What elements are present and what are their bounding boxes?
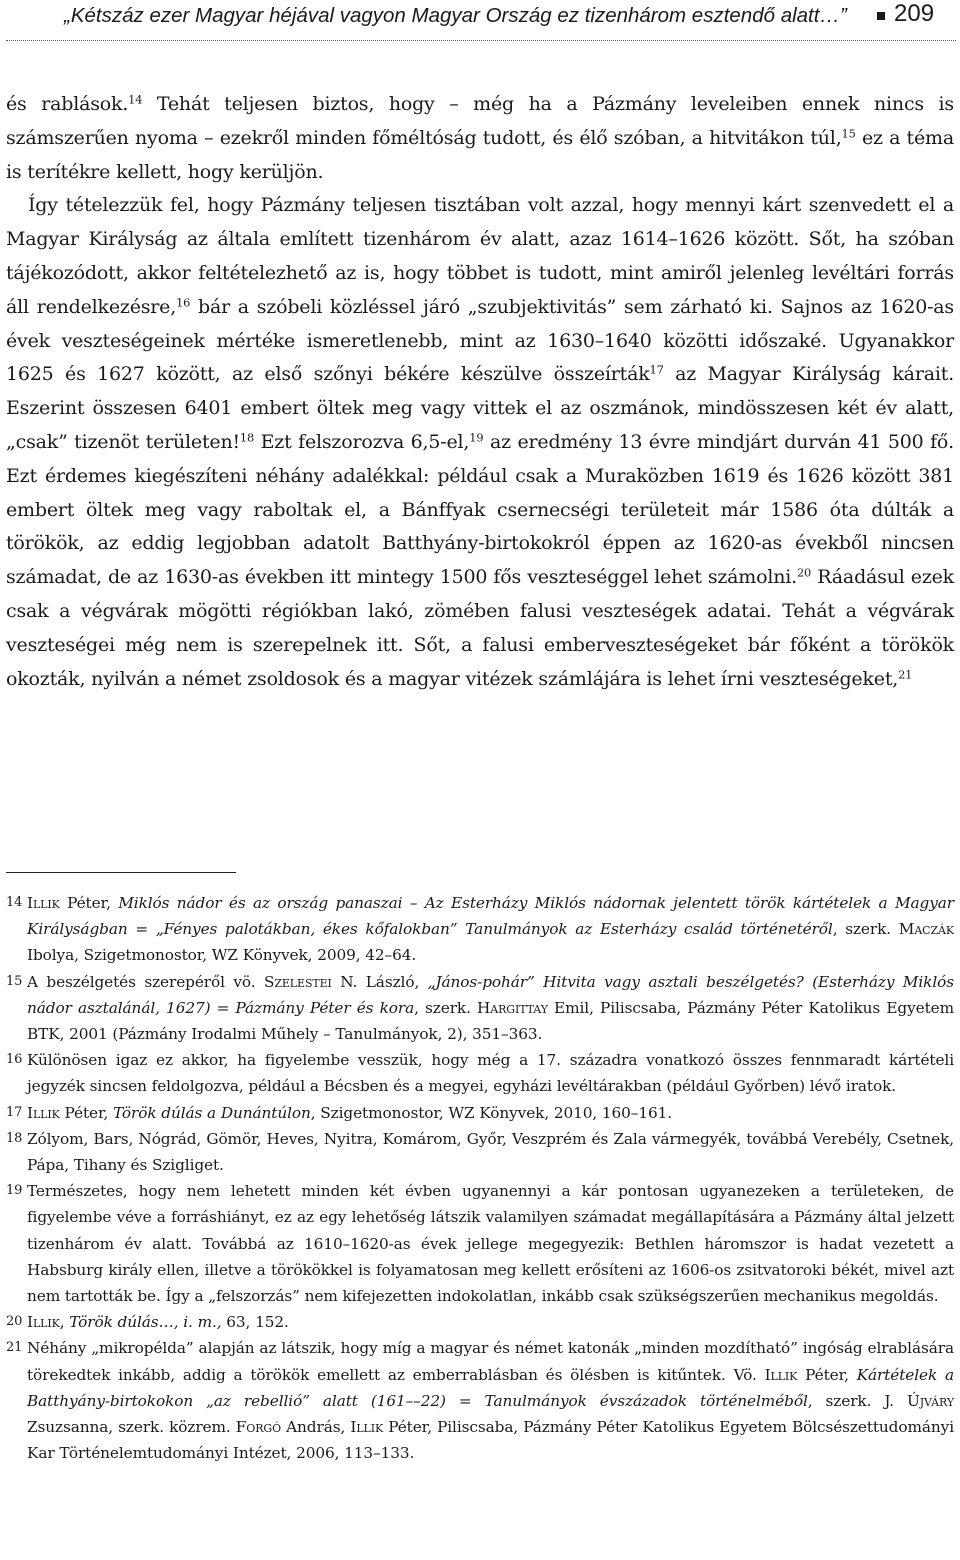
footnote-number: 19 bbox=[6, 1183, 23, 1199]
author-surname: Illik bbox=[27, 1103, 60, 1122]
footnotes bbox=[6, 890, 954, 1466]
text-run: Zólyom, Bars, Nógrád, Gömör, Heves, Nyitra, Komárom, Győr, Veszprém és Zala vármegyék, továbbá Verebély, Csetnek, Pápa, Tihany és Szigliget. bbox=[27, 1129, 954, 1175]
footnote-reference: 21 bbox=[898, 667, 913, 682]
footnote bbox=[6, 1309, 954, 1335]
footnote-number: 14 bbox=[6, 895, 23, 910]
text-run: az Magyar Királyság kárait. Eszerint összesen 6401 embert öltek meg vagy vittek el az oszmánok, mindösszesen két év alatt, „csak” tizenöt területen! bbox=[6, 363, 954, 453]
running-title: „Kétszáz ezer Magyar héjával vagyon Magyar Ország ez tizenhárom esztendő alatt…” bbox=[64, 4, 847, 27]
text-run: Ibolya, Szigetmonostor, WZ Könyvek, 2009, 42–64. bbox=[27, 946, 417, 965]
text-run: ez a téma is terítékre kellett, hogy kerüljön. bbox=[6, 126, 954, 183]
footnote bbox=[6, 1178, 954, 1309]
author-surname: Illik bbox=[27, 894, 60, 912]
main-text bbox=[6, 88, 954, 696]
text-run: Ráadásul ezek csak a végvárak mögötti régiókban lakó, zömében falusi veszteségek adatai. Tehát a végvárak veszteségei még nem is szerepelnek itt. Sőt, a falusi emberveszteségeket bár főként a törökök okozták, nyilván a német zsoldosok és a magyar vitézek számlájára is lehet írni veszteségeket, bbox=[6, 566, 954, 690]
text-run: , szerk. bbox=[832, 920, 899, 939]
square-bullet-icon bbox=[877, 12, 885, 20]
text-run: Természetes, hogy nem lehetett minden két évben ugyanennyi a kár pontosan ugyanezeken a területeken, de figyelembe véve a forráshiányt, ez az egy lehetőség látszik valamilyen számadat megállapítására a Pázmány által jelzett tizenhárom év alatt. Továbbá az 1610–1620-as évek jellege megegyezik: Bethlen háromszor is hadat vezetett a Habsburg király ellen, illetve a törökökkel is folyamatosan meg kellett erősíteni az 1606-os zsitvatoroki békét, mivel azt nem tartották be. Így a „felszorzás” nem kifejezetten indokolatlan, inkább csak szükségszerűen mechanikus megoldás. bbox=[27, 1182, 954, 1306]
text-run: és rablások. bbox=[6, 93, 129, 115]
footnote-number: 21 bbox=[6, 1340, 23, 1356]
page-header bbox=[6, 0, 956, 41]
footnote-reference: 20 bbox=[797, 565, 812, 580]
author-surname: Hargittay bbox=[477, 998, 548, 1017]
paragraph bbox=[6, 189, 954, 696]
author-surname: Újváry bbox=[906, 1391, 954, 1410]
footnote-reference: 14 bbox=[128, 92, 143, 107]
page-number: 209 bbox=[894, 0, 935, 27]
italic-title: Török dúlás a Dunántúlon bbox=[113, 1103, 311, 1122]
author-surname: Illik bbox=[27, 1313, 60, 1332]
author-surname: Illik bbox=[350, 1418, 384, 1437]
text-run: Péter, Piliscsaba, Pázmány Péter Katolikus Egyetem Bölcsészettudományi Kar Történelemtudományi Intézet, 2006, 113–133. bbox=[27, 1418, 954, 1463]
italic-title: „János-pohár” Hitvita vagy asztali beszélgetés? (Esterházy Miklós nádor asztalánál, 1627) = Pázmány Péter és kora bbox=[27, 972, 954, 1017]
footnote-number: 17 bbox=[6, 1104, 23, 1120]
text-run: Néhány „mikropélda” alapján az látszik, hogy míg a magyar és német katonák „minden mozdítható” ingóság elrablására törekedtek inkább, addig a törökök emellett az emberrablásban és ölésben is kitűntek. Vö. bbox=[27, 1339, 954, 1384]
footnote-reference: 16 bbox=[176, 295, 191, 310]
text-run: Péter, bbox=[59, 1103, 113, 1122]
author-surname: Forgó bbox=[235, 1418, 281, 1437]
text-run: Tehát teljesen biztos, hogy – még ha a Pázmány leveleiben ennek nincs is számszerűen nyoma – ezekről minden főméltóság tudott, és élő szóban, a hitvitákon túl, bbox=[6, 93, 954, 149]
italic-title: Török dúlás…, i. m., bbox=[69, 1313, 222, 1332]
text-run: Péter, bbox=[59, 894, 119, 912]
footnote-number: 16 bbox=[6, 1052, 23, 1068]
text-run: Így tételezzük fel, hogy Pázmány teljesen tisztában volt azzal, hogy mennyi kárt szenvedett el a Magyar Királyság az általa említett tizenhárom év alatt, azaz 1614–1626 között. Sőt, ha szóban tájékozódott, akkor feltételezhető az is, hogy többet is tudott, mint amiről jelenleg levéltári forrás áll rendelkezésre, bbox=[6, 194, 954, 318]
text-run: Emil, Piliscsaba, Pázmány Péter Katolikus Egyetem BTK, 2001 (Pázmány Irodalmi Műhely – Tanulmányok, 2), 351–363. bbox=[27, 998, 955, 1044]
text-run: A beszélgetés szerepéről vö. bbox=[27, 972, 264, 991]
footnote bbox=[6, 969, 954, 1048]
footnote bbox=[6, 890, 954, 969]
text-run: , bbox=[59, 1313, 70, 1332]
text-run: az eredmény 13 évre mindjárt durván 41 500 fő. Ezt érdemes kiegészíteni néhány adalékkal: például csak a Muraközben 1619 és 1626 között 381 embert öltek meg vagy raboltak el, a Bánffyak csernecségi területeit már 1586 óta dúlták a törökök, az eddig legjobban adatolt Batthyány-birtokokról éppen az 1620-as évekből nincsen számadat, de az 1630-as években itt mintegy 1500 fős veszteséggel lehet számolni. bbox=[6, 430, 955, 589]
footnote-number: 20 bbox=[6, 1314, 23, 1330]
text-run: András, bbox=[281, 1418, 351, 1437]
text-run: Péter, bbox=[797, 1365, 857, 1384]
paragraph bbox=[6, 88, 954, 189]
footnote-separator bbox=[6, 872, 236, 873]
text-run: 63, 152. bbox=[221, 1313, 289, 1332]
italic-title: Kártételek a Batthyány-birtokokon „az rebellió” alatt (161––22) = Tanulmányok évszázadok történelméből bbox=[27, 1365, 954, 1410]
footnote bbox=[6, 1047, 954, 1099]
author-surname: Maczák bbox=[898, 920, 954, 939]
author-surname: Illik bbox=[764, 1365, 798, 1384]
text-run: Ezt felszorozva 6,5-el, bbox=[254, 430, 470, 453]
author-surname: Szelestei bbox=[263, 972, 332, 991]
footnote-reference: 19 bbox=[469, 430, 484, 445]
footnote-reference: 17 bbox=[649, 363, 664, 378]
text-run: bár a szóbeli közléssel járó „szubjektivitás” sem zárható ki. Sajnos az 1620-as évek veszteségeinek mértéke ismeretlenebb, mint az 1630–1640 közötti időszaké. Ugyanakkor 1625 és 1627 között, az első szőnyi békére készülve összeírták bbox=[6, 295, 954, 386]
footnote-number: 15 bbox=[6, 973, 23, 989]
italic-title: Miklós nádor és az ország panaszai – Az Esterházy Miklós nádornak jelentett török kártételek a Magyar Királyságban = „Fényes palotákban, ékes kőfalokban” Tanulmányok az Esterházy család történetéről bbox=[27, 894, 954, 939]
footnote-reference: 18 bbox=[239, 430, 255, 445]
footnote-reference: 15 bbox=[841, 126, 856, 141]
text-run: Különösen igaz ez akkor, ha figyelembe vesszük, hogy még a 17. századra vonatkozó összes fennmaradt kártételi jegyzék sincsen feldolgozva, például a Bécsben és a megyei, egyházi levéltárakban (például Győrben) lévő iratok. bbox=[27, 1051, 954, 1096]
text-run: N. László, bbox=[331, 972, 428, 991]
footnote bbox=[6, 1335, 954, 1466]
footnote bbox=[6, 1126, 954, 1178]
text-run: , szerk. J. bbox=[807, 1391, 907, 1410]
text-run: Zsuzsanna, szerk. közrem. bbox=[27, 1418, 236, 1437]
footnote bbox=[6, 1100, 954, 1126]
footnote-number: 18 bbox=[6, 1130, 23, 1146]
text-run: , szerk. bbox=[414, 998, 478, 1017]
text-run: , Szigetmonostor, WZ Könyvek, 2010, 160–161. bbox=[310, 1103, 673, 1122]
